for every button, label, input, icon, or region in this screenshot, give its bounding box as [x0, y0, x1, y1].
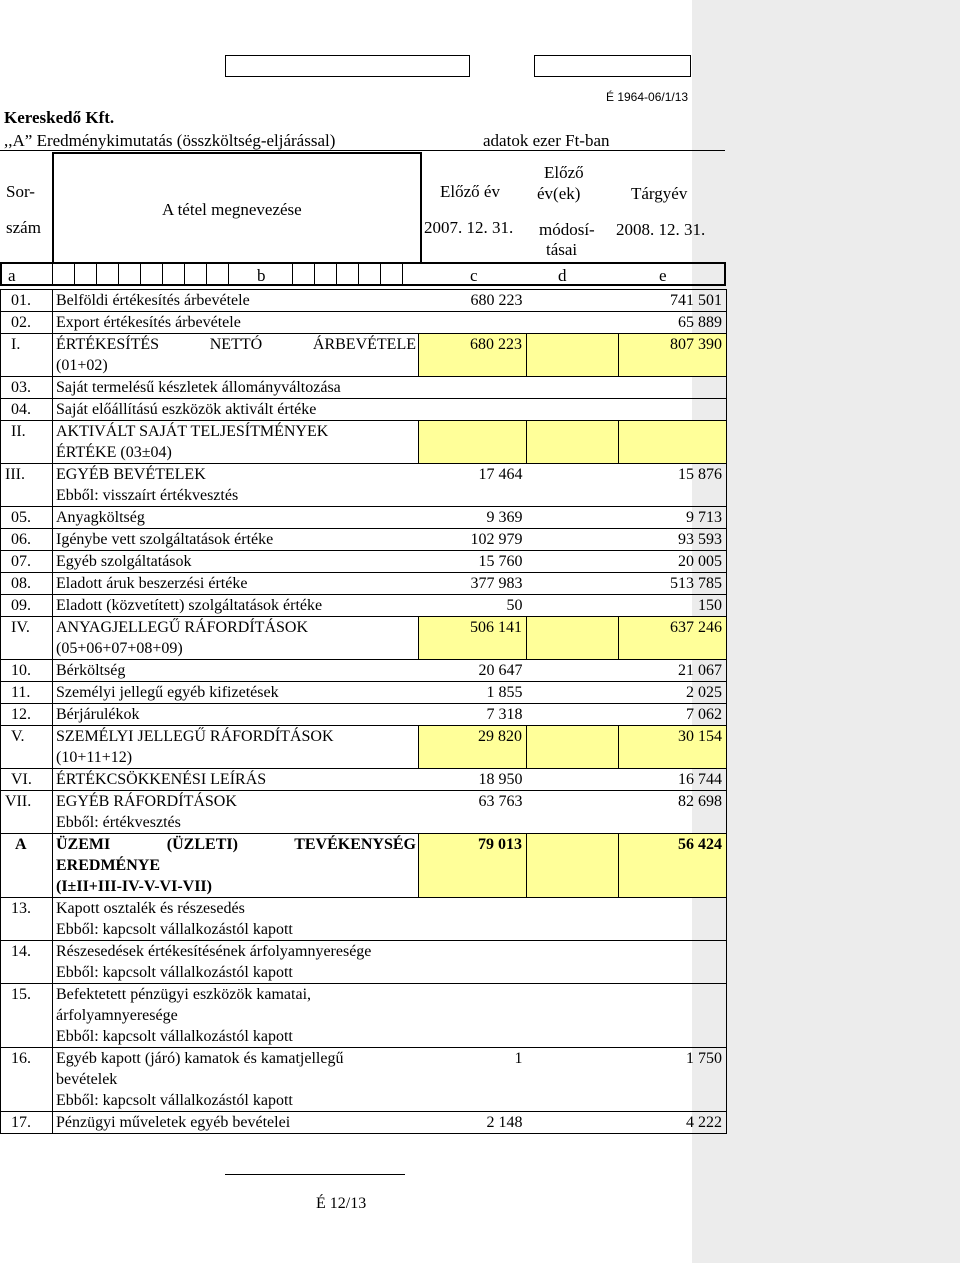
- row-label: [53, 660, 419, 682]
- row-label-line: ÉRTÉKCSÖKKENÉSI LEÍRÁS: [56, 771, 267, 788]
- letter-divider: [74, 264, 75, 286]
- current-year-value[interactable]: 807 390: [619, 334, 727, 377]
- prev-year-value[interactable]: 29 820: [419, 726, 527, 769]
- table-row: [1, 898, 727, 920]
- row-number: A: [1, 834, 53, 898]
- modification-value[interactable]: [527, 485, 619, 507]
- prev-year-value[interactable]: 7 318: [419, 704, 527, 726]
- modification-value[interactable]: [527, 551, 619, 573]
- table-row: [1, 595, 727, 617]
- prev-year-value[interactable]: 18 950: [419, 769, 527, 791]
- letter-d: d: [558, 266, 567, 285]
- table-row: [1, 334, 727, 377]
- modification-value[interactable]: [527, 682, 619, 704]
- footer-line: [225, 1174, 405, 1175]
- row-number: 04.: [1, 399, 53, 421]
- row-number: 03.: [1, 377, 53, 399]
- modification-value[interactable]: [527, 595, 619, 617]
- row-label: [53, 573, 419, 595]
- current-year-value[interactable]: 9 713: [619, 507, 727, 529]
- prev-year-value[interactable]: [419, 962, 527, 984]
- header-sor: Sor-: [6, 182, 35, 201]
- row-number: [1, 1026, 53, 1048]
- prev-year-value[interactable]: 680 223: [419, 334, 527, 377]
- row-label: [53, 941, 419, 963]
- letter-b: b: [257, 266, 266, 285]
- row-label-line: Export értékesítés árbevétele: [56, 314, 241, 331]
- row-label-line: Eladott áruk beszerzési értéke: [56, 575, 248, 592]
- row-number: I.: [1, 334, 53, 377]
- row-number: 12.: [1, 704, 53, 726]
- modification-value[interactable]: [527, 1026, 619, 1048]
- modification-value[interactable]: [527, 791, 619, 813]
- row-number: [1, 812, 53, 834]
- row-label: [53, 399, 419, 421]
- row-label-line: Ebből: visszaírt értékvesztés: [56, 487, 239, 504]
- table-row: [1, 529, 727, 551]
- prev-year-value[interactable]: [419, 1026, 527, 1048]
- prev-year-value[interactable]: [419, 312, 527, 334]
- current-year-value[interactable]: 93 593: [619, 529, 727, 551]
- header-szam: szám: [6, 218, 41, 237]
- income-statement-table: [0, 289, 727, 1134]
- row-number: II.: [1, 421, 53, 464]
- header-input-box-2[interactable]: [534, 55, 691, 77]
- row-label: [53, 312, 419, 334]
- row-number: 09.: [1, 595, 53, 617]
- table-row: [1, 660, 727, 682]
- row-label-line: ÜZEMI (ÜZLETI) TEVÉKENYSÉG: [56, 836, 416, 853]
- prev-year-value[interactable]: 1 855: [419, 682, 527, 704]
- modification-value[interactable]: [527, 769, 619, 791]
- prev-year-value[interactable]: [419, 984, 527, 1027]
- table-row: [1, 399, 727, 421]
- prev-year-value[interactable]: [419, 399, 527, 421]
- row-label: [53, 682, 419, 704]
- table-row: [1, 377, 727, 399]
- row-label-line: ÉRTÉKE (03±04): [56, 444, 172, 461]
- row-label-line: Pénzügyi műveletek egyéb bevételei: [56, 1114, 291, 1131]
- table-row: [1, 812, 727, 834]
- row-label-line: Eladott (közvetített) szolgáltatások értéke: [56, 597, 323, 614]
- company-name: Kereskedő Kft.: [4, 108, 115, 127]
- row-label-line: bevételek: [56, 1071, 118, 1088]
- header-current-date: 2008. 12. 31.: [616, 220, 706, 239]
- current-year-value[interactable]: [619, 812, 727, 834]
- row-label-line: Részesedések értékesítésének árfolyamnyeresége: [56, 943, 372, 960]
- row-label-line: EGYÉB RÁFORDÍTÁSOK: [56, 793, 237, 810]
- row-number: [1, 1090, 53, 1112]
- modification-value[interactable]: [527, 399, 619, 421]
- prev-year-value[interactable]: [419, 898, 527, 920]
- prev-year-value[interactable]: [419, 941, 527, 963]
- row-number: [1, 485, 53, 507]
- header-prev-year: Előző év: [440, 182, 500, 201]
- table-row: [1, 704, 727, 726]
- row-label: [53, 595, 419, 617]
- current-year-value[interactable]: 20 005: [619, 551, 727, 573]
- row-label: [53, 834, 419, 898]
- header-mod-4: tásai: [546, 240, 578, 259]
- row-label-line: Egyéb kapott (járó) kamatok és kamatjellegű: [56, 1050, 344, 1067]
- modification-value[interactable]: [527, 941, 619, 963]
- letter-divider: [162, 264, 163, 286]
- prev-year-value[interactable]: [419, 1090, 527, 1112]
- header-mod-1: Előző: [544, 163, 584, 182]
- row-label-line: SZEMÉLYI JELLEGŰ RÁFORDÍTÁSOK: [56, 728, 334, 745]
- prev-year-value[interactable]: 15 760: [419, 551, 527, 573]
- row-label-line: Egyéb szolgáltatások: [56, 553, 192, 570]
- row-number: 08.: [1, 573, 53, 595]
- current-year-value[interactable]: 82 698: [619, 791, 727, 813]
- row-label-line: Kapott osztalék és részesedés: [56, 900, 245, 917]
- row-number: [1, 919, 53, 941]
- row-number: VI.: [1, 769, 53, 791]
- current-year-value[interactable]: [619, 377, 727, 399]
- current-year-value[interactable]: [619, 399, 727, 421]
- table-row: [1, 312, 727, 334]
- letter-divider: [184, 264, 185, 286]
- modification-value[interactable]: [527, 984, 619, 1027]
- header-current-year: Tárgyév: [631, 184, 688, 203]
- prev-year-value[interactable]: 20 647: [419, 660, 527, 682]
- row-label-line: Befektetett pénzügyi eszközök kamatai,: [56, 986, 312, 1003]
- prev-year-value[interactable]: [419, 377, 527, 399]
- letter-divider: [118, 264, 119, 286]
- table-row: [1, 464, 727, 486]
- table-row: [1, 962, 727, 984]
- prev-year-value[interactable]: [419, 421, 527, 464]
- header-mod-2: év(ek): [537, 184, 581, 203]
- row-number: 02.: [1, 312, 53, 334]
- table-row: [1, 1090, 727, 1112]
- row-number: 16.: [1, 1048, 53, 1091]
- row-number: 11.: [1, 682, 53, 704]
- row-number: 01.: [1, 290, 53, 312]
- row-number: V.: [1, 726, 53, 769]
- row-label: [53, 290, 419, 312]
- table-row: [1, 617, 727, 660]
- current-year-value[interactable]: 7 062: [619, 704, 727, 726]
- prev-year-value[interactable]: [419, 919, 527, 941]
- report-title: ,,A” Eredménykimutatás (összköltség-eljárással): [4, 131, 336, 150]
- current-year-value[interactable]: 741 501: [619, 290, 727, 312]
- prev-year-value[interactable]: 63 763: [419, 791, 527, 813]
- modification-value[interactable]: [527, 660, 619, 682]
- table-row: [1, 791, 727, 813]
- table-row: [1, 551, 727, 573]
- row-label-line: Ebből: kapcsolt vállalkozástól kapott: [56, 921, 293, 938]
- modification-value[interactable]: [527, 962, 619, 984]
- modification-value[interactable]: [527, 312, 619, 334]
- modification-value[interactable]: [527, 898, 619, 920]
- modification-value[interactable]: [527, 1090, 619, 1112]
- prev-year-value[interactable]: 377 983: [419, 573, 527, 595]
- current-year-value[interactable]: [619, 984, 727, 1027]
- current-year-value[interactable]: 1 750: [619, 1048, 727, 1091]
- row-label-line: EREDMÉNYE: [56, 857, 161, 874]
- modification-value[interactable]: [527, 812, 619, 834]
- current-year-value[interactable]: 513 785: [619, 573, 727, 595]
- row-label: [53, 919, 419, 941]
- table-row: [1, 769, 727, 791]
- row-number: 10.: [1, 660, 53, 682]
- prev-year-value[interactable]: 50: [419, 595, 527, 617]
- letter-c: c: [470, 266, 478, 285]
- row-label-line: (01+02): [56, 357, 108, 374]
- page-number: É 12/13: [316, 1195, 367, 1212]
- row-number: 07.: [1, 551, 53, 573]
- current-year-value[interactable]: [619, 1090, 727, 1112]
- current-year-value[interactable]: 65 889: [619, 312, 727, 334]
- current-year-value[interactable]: 4 222: [619, 1112, 727, 1134]
- modification-value[interactable]: [527, 919, 619, 941]
- letter-divider: [206, 264, 207, 286]
- header-prev-date: 2007. 12. 31.: [424, 218, 514, 237]
- row-label-line: ÉRTÉKESÍTÉS NETTÓ ÁRBEVÉTELE: [56, 336, 416, 353]
- letter-a: a: [8, 266, 16, 285]
- current-year-value[interactable]: [619, 1026, 727, 1048]
- row-label: [53, 791, 419, 813]
- current-year-value[interactable]: [619, 941, 727, 963]
- current-year-value[interactable]: 637 246: [619, 617, 727, 660]
- row-label: [53, 377, 419, 399]
- modification-value[interactable]: [527, 377, 619, 399]
- row-label: [53, 962, 419, 984]
- form-code: É 1964-06/1/13: [606, 90, 689, 104]
- current-year-value[interactable]: 16 744: [619, 769, 727, 791]
- table-row: [1, 1048, 727, 1091]
- prev-year-value[interactable]: 2 148: [419, 1112, 527, 1134]
- row-label: [53, 1048, 419, 1091]
- prev-year-value[interactable]: [419, 485, 527, 507]
- modification-value[interactable]: [527, 573, 619, 595]
- row-label: [53, 551, 419, 573]
- prev-year-value[interactable]: 1: [419, 1048, 527, 1091]
- row-label-line: Saját előállítású eszközök aktivált értéke: [56, 401, 317, 418]
- modification-value[interactable]: [527, 334, 619, 377]
- row-label: [53, 984, 419, 1027]
- table-row: [1, 507, 727, 529]
- current-year-value[interactable]: [619, 962, 727, 984]
- table-row: [1, 941, 727, 963]
- current-year-value[interactable]: 21 067: [619, 660, 727, 682]
- row-label-line: ANYAGJELLEGŰ RÁFORDÍTÁSOK: [56, 619, 308, 636]
- row-label-line: Ebből: kapcsolt vállalkozástól kapott: [56, 1092, 293, 1109]
- row-label-line: Igénybe vett szolgáltatások értéke: [56, 531, 274, 548]
- row-label-line: Ebből: értékvesztés: [56, 814, 181, 831]
- row-label-line: árfolyamnyeresége: [56, 1007, 178, 1024]
- row-label-line: Anyagköltség: [56, 509, 145, 526]
- letter-divider: [402, 264, 403, 286]
- modification-value[interactable]: [527, 290, 619, 312]
- current-year-value[interactable]: [619, 898, 727, 920]
- row-number: [1, 962, 53, 984]
- row-label-line: AKTIVÁLT SAJÁT TELJESÍTMÉNYEK: [56, 423, 329, 440]
- row-label-line: Belföldi értékesítés árbevétele: [56, 292, 250, 309]
- modification-value[interactable]: [527, 1048, 619, 1091]
- column-letters-row: [0, 262, 726, 286]
- modification-value[interactable]: [527, 726, 619, 769]
- letter-e: e: [659, 266, 667, 285]
- prev-year-value[interactable]: 506 141: [419, 617, 527, 660]
- row-label: [53, 485, 419, 507]
- letter-divider: [96, 264, 97, 286]
- letter-divider: [140, 264, 141, 286]
- row-label: [53, 421, 419, 464]
- row-label: [53, 1026, 419, 1048]
- row-label-line: Bérköltség: [56, 662, 126, 679]
- modification-value[interactable]: [527, 617, 619, 660]
- row-number: 05.: [1, 507, 53, 529]
- row-label-line: EGYÉB BEVÉTELEK: [56, 466, 206, 483]
- row-label: [53, 1090, 419, 1112]
- table-row: [1, 682, 727, 704]
- row-number: 14.: [1, 941, 53, 963]
- row-number: 17.: [1, 1112, 53, 1134]
- modification-value[interactable]: [527, 834, 619, 898]
- row-number: VII.: [1, 791, 53, 813]
- row-label: [53, 898, 419, 920]
- row-label-line: (I±II+III-IV-V-VI-VII): [56, 878, 212, 895]
- current-year-value[interactable]: 2 025: [619, 682, 727, 704]
- modification-value[interactable]: [527, 1112, 619, 1134]
- current-year-value[interactable]: 150: [619, 595, 727, 617]
- modification-value[interactable]: [527, 421, 619, 464]
- table-row: [1, 919, 727, 941]
- prev-year-value[interactable]: [419, 812, 527, 834]
- row-label-line: Bérjárulékok: [56, 706, 140, 723]
- letter-divider: [228, 264, 229, 286]
- table-row: [1, 726, 727, 769]
- modification-value[interactable]: [527, 704, 619, 726]
- prev-year-value[interactable]: 17 464: [419, 464, 527, 486]
- letter-divider: [336, 264, 337, 286]
- table-row: [1, 290, 727, 312]
- modification-value[interactable]: [527, 507, 619, 529]
- prev-year-value[interactable]: 680 223: [419, 290, 527, 312]
- letter-divider: [292, 264, 293, 286]
- row-label: [53, 507, 419, 529]
- row-number: 06.: [1, 529, 53, 551]
- row-label: [53, 704, 419, 726]
- table-row: [1, 1112, 727, 1134]
- header-name: A tétel megnevezése: [162, 200, 302, 219]
- row-label-line: Saját termelésű készletek állományváltozása: [56, 379, 341, 396]
- letter-divider: [52, 264, 53, 286]
- header-input-box-1[interactable]: [225, 55, 470, 77]
- row-number: III.: [1, 464, 53, 486]
- letter-divider: [380, 264, 381, 286]
- row-label-line: Ebből: kapcsolt vállalkozástól kapott: [56, 964, 293, 981]
- prev-year-value[interactable]: 102 979: [419, 529, 527, 551]
- row-label: [53, 464, 419, 486]
- table-row: [1, 834, 727, 898]
- table-row: [1, 984, 727, 1027]
- table-row: [1, 1026, 727, 1048]
- header-mod-3: módosí-: [539, 220, 595, 239]
- row-label: [53, 726, 419, 769]
- row-label: [53, 1112, 419, 1134]
- row-label: [53, 812, 419, 834]
- row-label: [53, 529, 419, 551]
- current-year-value[interactable]: [619, 919, 727, 941]
- table-row: [1, 421, 727, 464]
- modification-value[interactable]: [527, 464, 619, 486]
- current-year-value[interactable]: [619, 485, 727, 507]
- current-year-value[interactable]: 15 876: [619, 464, 727, 486]
- letter-divider: [358, 264, 359, 286]
- current-year-value[interactable]: 56 424: [619, 834, 727, 898]
- row-number: IV.: [1, 617, 53, 660]
- comment-sidebar: [692, 0, 960, 1263]
- row-number: 15.: [1, 984, 53, 1027]
- prev-year-value[interactable]: 79 013: [419, 834, 527, 898]
- table-row: [1, 573, 727, 595]
- row-label: [53, 769, 419, 791]
- table-row: [1, 485, 727, 507]
- row-label: [53, 617, 419, 660]
- letter-divider: [314, 264, 315, 286]
- current-year-value[interactable]: [619, 421, 727, 464]
- row-number: 13.: [1, 898, 53, 920]
- row-label-line: (10+11+12): [56, 749, 133, 766]
- units-note: adatok ezer Ft-ban: [483, 131, 610, 150]
- modification-value[interactable]: [527, 529, 619, 551]
- current-year-value[interactable]: 30 154: [619, 726, 727, 769]
- row-label-line: (05+06+07+08+09): [56, 640, 183, 657]
- row-label-line: Személyi jellegű egyéb kifizetések: [56, 684, 279, 701]
- row-label: [53, 334, 419, 377]
- prev-year-value[interactable]: 9 369: [419, 507, 527, 529]
- row-label-line: Ebből: kapcsolt vállalkozástól kapott: [56, 1028, 293, 1045]
